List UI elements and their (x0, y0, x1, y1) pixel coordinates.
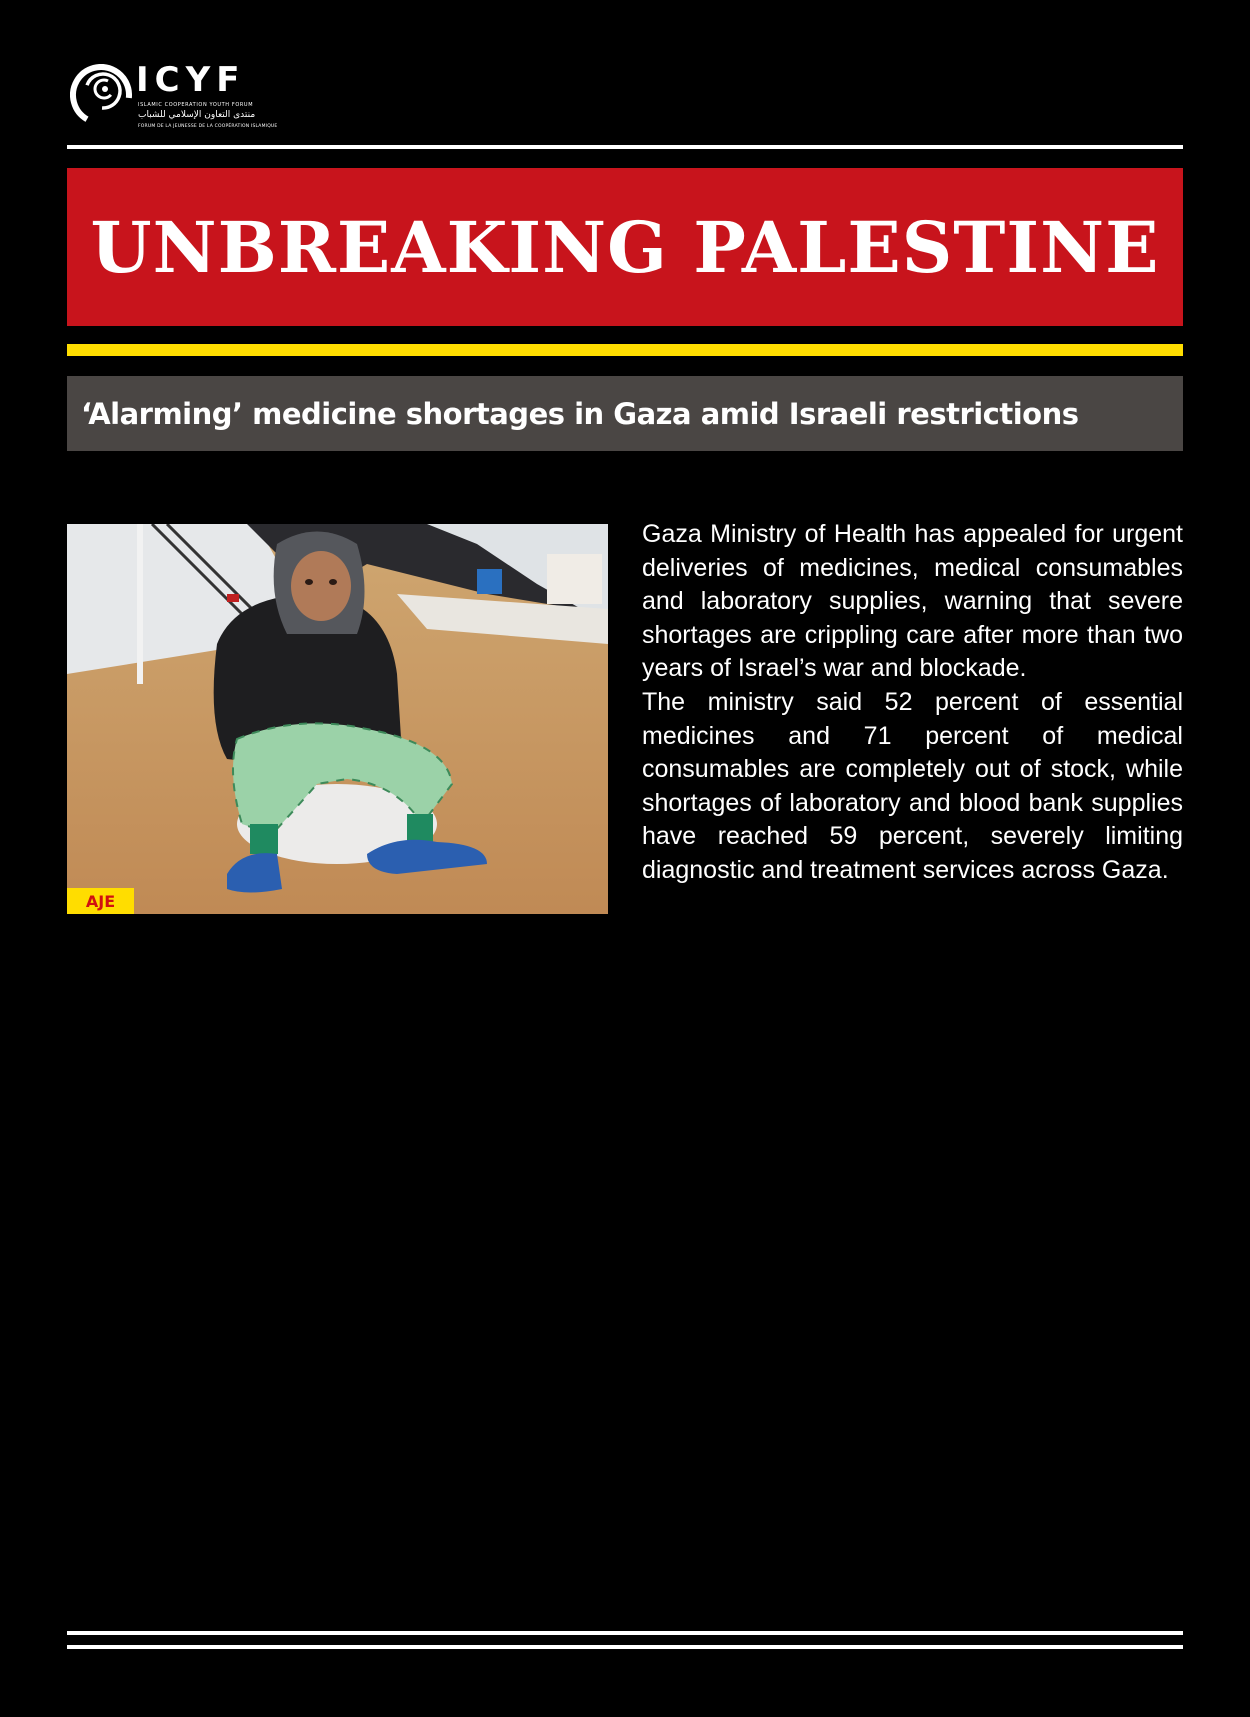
child-sitting-photo-illustration (67, 524, 608, 914)
title-banner (67, 168, 1183, 326)
bottom-divider (67, 1645, 1183, 1649)
logo-arabic-line: منتدى التعاون الإسلامي للشباب (138, 110, 256, 120)
banner-title: UNBREAKING PALESTINE (90, 205, 1160, 289)
photo-credit-badge: AJE (67, 888, 134, 914)
icyf-logo (70, 60, 278, 132)
article-headline: ‘Alarming’ medicine shortages in Gaza amid Israeli restrictions (81, 396, 1079, 431)
logo-name: ICYF (136, 60, 246, 100)
logo-french-line: FORUM DE LA JEUNESSE DE LA COOPÉRATION ISLAMIQUE (138, 124, 278, 129)
article-photo (67, 524, 608, 914)
bottom-divider (67, 1631, 1183, 1635)
crescent-swirl-logo-icon (70, 64, 132, 126)
top-divider (67, 145, 1183, 149)
logo-english-line: ISLAMIC COOPERATION YOUTH FORUM (138, 102, 254, 108)
yellow-accent-bar (67, 344, 1183, 356)
article-body (642, 518, 1183, 888)
headline-box (67, 376, 1183, 451)
article-paragraph: Gaza Ministry of Health has appealed for urgent deliveries of medicines, medical consumables and laboratory supplies, warning that severe shortages are crippling care after more than two years of Israel’s war and blockade. (642, 520, 1183, 683)
article-paragraph: The ministry said 52 percent of essential medicines and 71 percent of medical consumables are completely out of stock, while shortages of laboratory and blood bank supplies have reached 59 percent, severely limiting diagnostic and treatment services across Gaza. (642, 687, 1183, 884)
